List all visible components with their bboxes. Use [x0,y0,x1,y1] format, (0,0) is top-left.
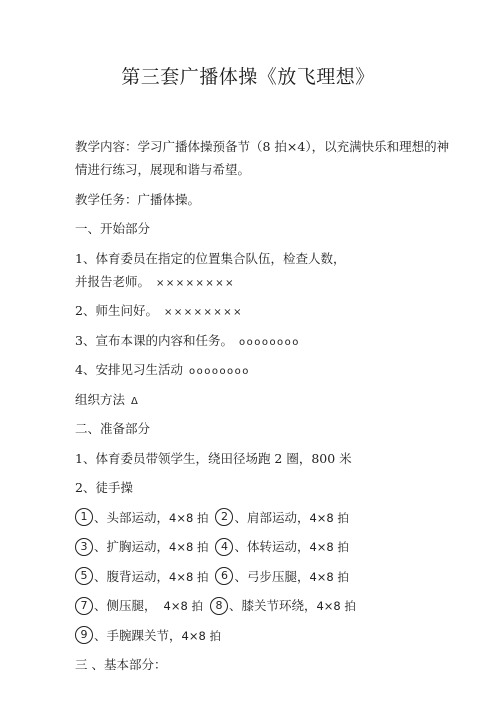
exercise-count: 4×8 拍 [309,510,349,525]
organization-method-text: 组织方法 [75,391,126,407]
circled-number: 6 [215,567,233,585]
teaching-content-line: 教学内容：学习广播体操预备节（8 拍×4），以充满快乐和理想的神 [75,139,450,154]
circled-number: 7 [75,597,93,615]
circled-number: 9 [75,626,93,644]
section-heading-start: 一、开始部分 [75,221,151,236]
step-4-text: 4、安排见习生活动 [75,362,183,377]
exercise-count: 4×8 拍 [169,540,209,554]
circled-number: 3 [75,538,93,556]
step-2-line [75,302,435,320]
exercise-count: 4×8 拍 [169,510,209,525]
triangle-mark: Δ [131,395,140,407]
exercise-count: 4×8 拍 [169,569,209,584]
formation-marks: oooooooo [238,336,300,348]
exercise-name: 、腹背运动， [94,568,170,584]
exercise-name: 、弓步压腿， [234,568,310,584]
exercise-row [75,509,435,527]
exercise-name: 、扩胸运动， [94,539,170,554]
circled-number: 1 [75,508,93,526]
teaching-task-line: 教学任务：广播体操。 [75,191,201,207]
exercise-name: 、手腕踝关节， [94,627,182,643]
step-1-line: 1、体育委员在指定的位置集合队伍，检查人数， [75,250,346,266]
exercise-name: 、肩部运动， [234,509,310,525]
exercise-count: 4×8 拍 [181,628,221,643]
exercise-name: 、膝关节环绕， [228,598,317,613]
exercise-count: 4×8 拍 [163,599,203,613]
exercise-name: 、头部运动， [94,509,170,525]
prep-step-2-line: 2、徒手操 [75,480,133,495]
step-3-line [75,332,435,350]
formation-marks: ×××××××× [163,307,243,318]
circled-number: 8 [210,597,228,615]
teaching-content-continuation: 情进行练习，展现和谐与希望。 [75,162,251,177]
document-body [75,138,450,686]
exercise-row [75,568,435,586]
section-heading-prep: 二、准备部分 [75,421,151,436]
circled-number: 2 [215,508,233,526]
exercise-row [75,538,435,556]
circled-number: 5 [75,567,93,585]
exercise-count: 4×8 拍 [309,540,349,554]
step-4-line [75,361,435,379]
exercise-row [75,627,435,645]
formation-marks: ×××××××× [156,277,236,289]
exercise-name: 、侧压腿， [94,598,157,613]
step-1-continuation [75,273,435,291]
step-3-text: 3、宣布本课的内容和任务。 [75,332,233,348]
circled-number: 4 [215,538,233,556]
document-title: 第三套广播体操《放飞理想》 [121,66,375,88]
formation-marks: oooooooo [188,366,250,377]
exercise-row [75,597,435,615]
section-heading-basic: 三 、基本部分： [75,657,167,672]
step-2-text: 2、师生问好。 [75,303,158,318]
organization-method-line [75,391,435,409]
exercise-name: 、体转运动， [234,539,310,554]
exercise-count: 4×8 拍 [316,599,356,613]
prep-step-1-line: 1、体育委员带领学生，绕田径场跑 2 圈，800 米 [75,450,352,466]
step-1-continuation-text: 并报告老师。 [75,273,151,289]
exercise-count: 4×8 拍 [309,569,349,584]
